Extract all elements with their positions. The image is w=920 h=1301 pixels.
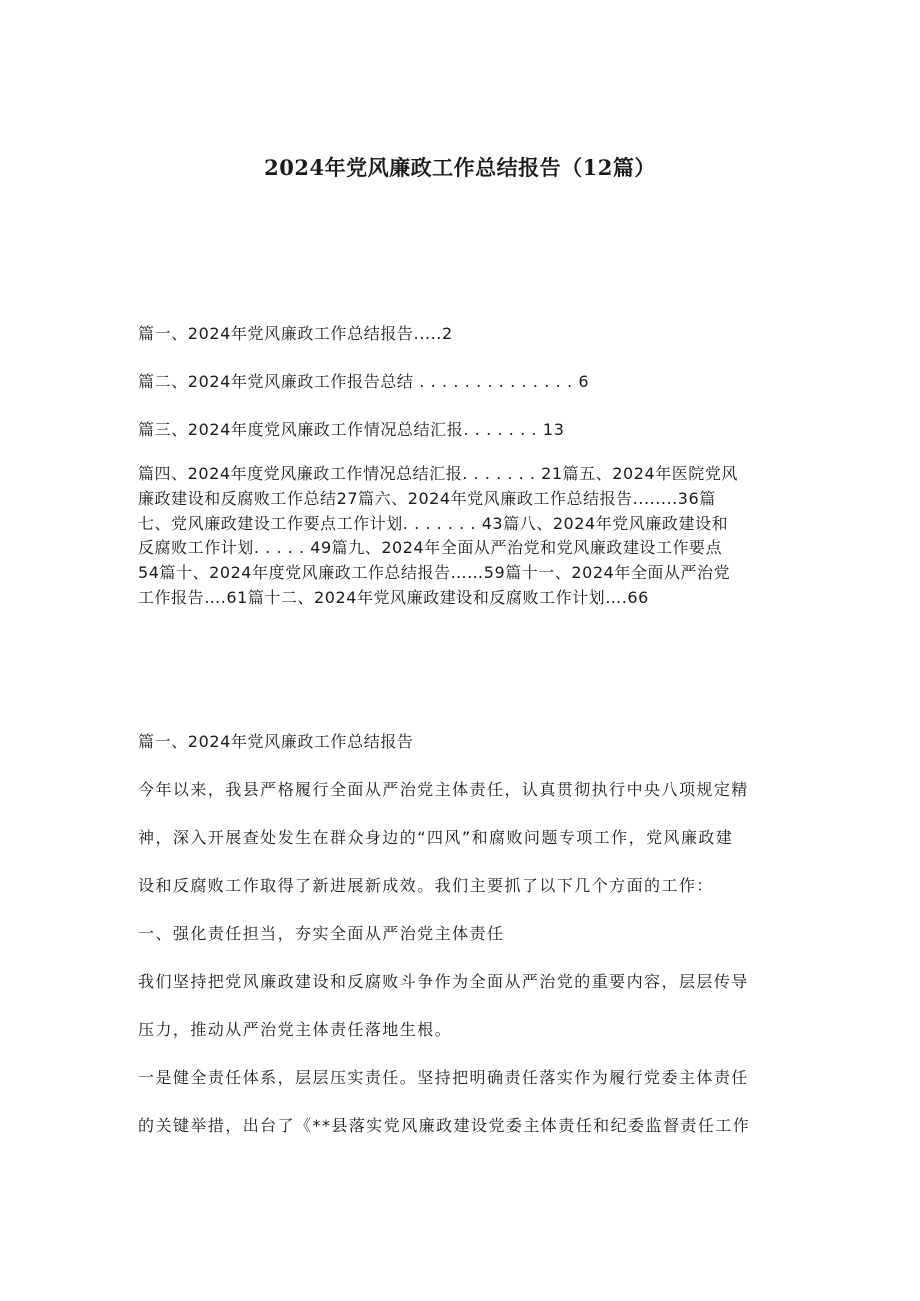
toc-wrapped-line: 七、党风廉政建设工作要点工作计划. . . . . . . 43篇八、2024年党风廉政建设和 bbox=[138, 513, 729, 533]
document-title: 2024年党风廉政工作总结报告（12篇） bbox=[264, 155, 656, 180]
toc-wrapped-line: 54篇十、2024年度党风廉政工作总结报告……59篇十一、2024年全面从严治党 bbox=[138, 563, 731, 583]
toc-wrapped-line: 反腐败工作计划. . . . . 49篇九、2024年全面从严治党和党风廉政建设工作要点 bbox=[138, 538, 723, 558]
section-heading: 篇一、2024年党风廉政工作总结报告 bbox=[138, 732, 414, 751]
toc-wrapped-line: 廉政建设和反腐败工作总结27篇六、2024年党风廉政工作总结报告........36篇 bbox=[138, 488, 716, 508]
toc-entry: 篇三、2024年度党风廉政工作情况总结汇报. . . . . . . 13 bbox=[138, 420, 565, 439]
body-line: 压力，推动从严治党主体责任落地生根。 bbox=[138, 1020, 453, 1039]
subsection-heading: 一、强化责任担当，夯实全面从严治党主体责任 bbox=[138, 924, 505, 943]
toc-wrapped-line: 工作报告….61篇十二、2024年党风廉政建设和反腐败工作计划….66 bbox=[138, 587, 649, 607]
body-line: 设和反腐败工作取得了新进展新成效。我们主要抓了以下几个方面的工作： bbox=[138, 876, 714, 895]
toc-entry: 篇二、2024年党风廉政工作报告总结 . . . . . . . . . . . . . . 6 bbox=[138, 372, 590, 391]
body-line: 神，深入开展查处发生在群众身边的“四风”和腐败问题专项工作，党风廉政建 bbox=[138, 828, 734, 847]
body-line: 今年以来，我县严格履行全面从严治党主体责任，认真贯彻执行中央八项规定精 bbox=[138, 780, 749, 799]
toc-wrapped-paragraph bbox=[138, 462, 788, 611]
body-line: 我们坚持把党风廉政建设和反腐败斗争作为全面从严治党的重要内容，层层传导 bbox=[138, 972, 749, 991]
toc-entry: 篇一、2024年党风廉政工作总结报告.....2 bbox=[138, 324, 453, 343]
body-line: 的关键举措，出台了《**县落实党风廉政建设党委主体责任和纪委监督责任工作 bbox=[138, 1116, 751, 1135]
toc-wrapped-line: 篇四、2024年度党风廉政工作情况总结汇报. . . . . . . 21篇五、2024年医院党风 bbox=[138, 464, 738, 483]
body-line: 一是健全责任体系，层层压实责任。坚持把明确责任落实作为履行党委主体责任 bbox=[138, 1068, 749, 1087]
